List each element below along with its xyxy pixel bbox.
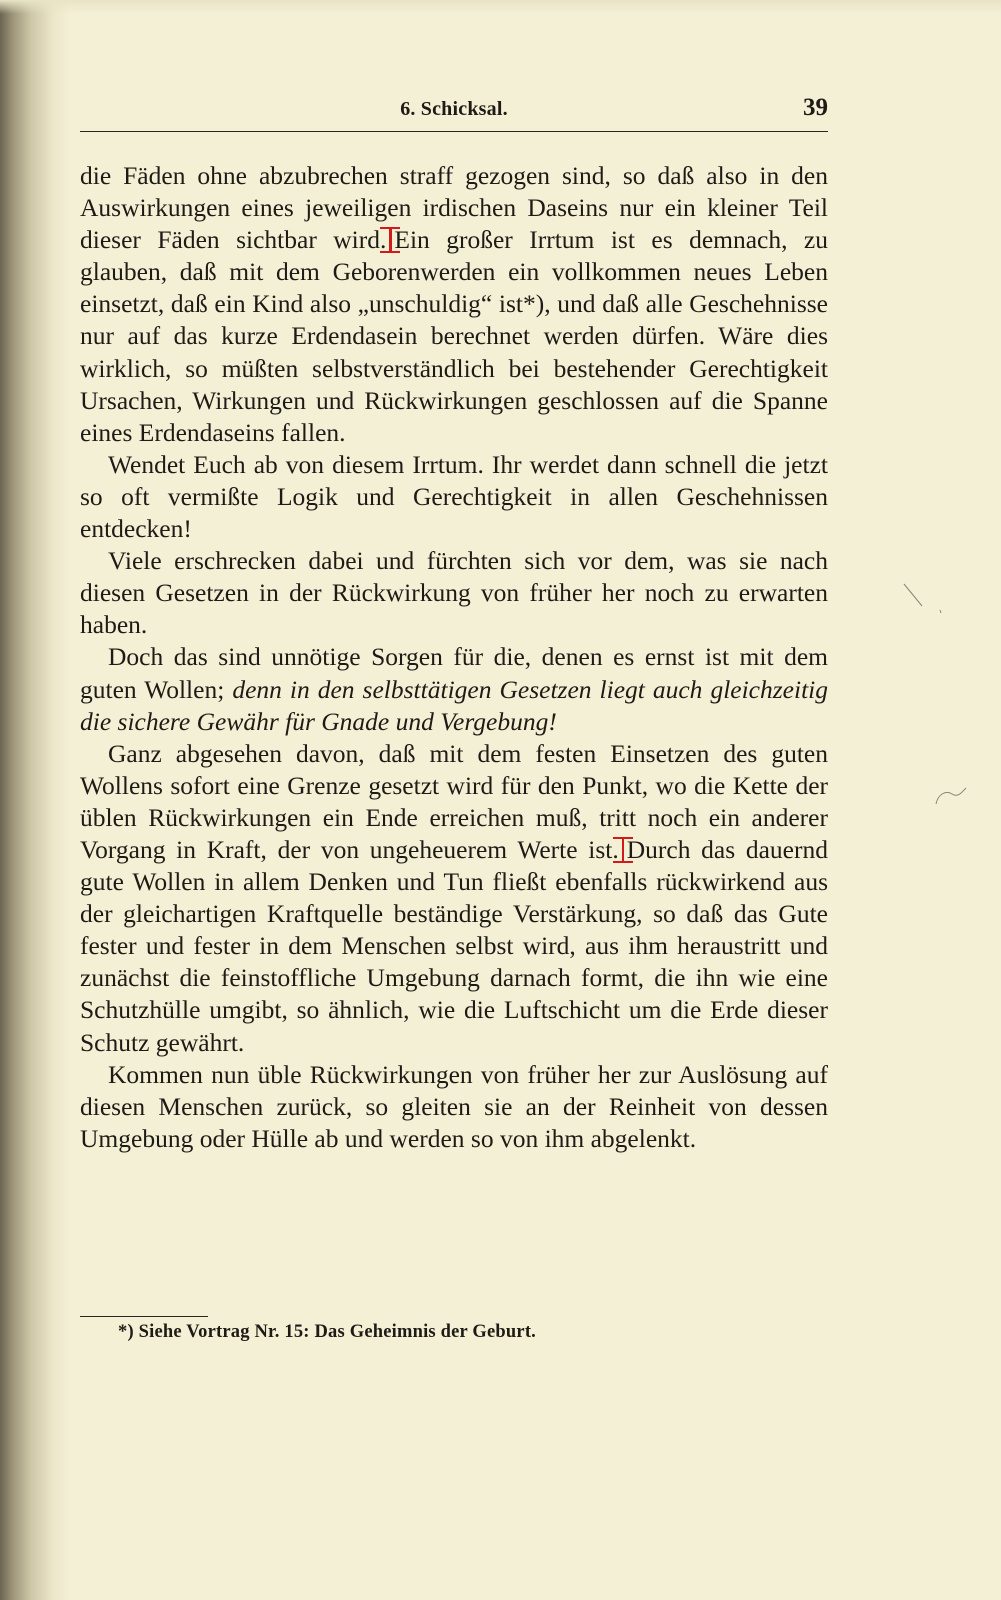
- text-cursor-marker: [388, 227, 392, 253]
- paragraph: [80, 738, 828, 1059]
- page-top-edge: [0, 0, 1001, 14]
- pencil-annotation: [900, 580, 980, 840]
- paragraph: [80, 160, 828, 449]
- running-header: [80, 94, 828, 128]
- text-run: Durch das dauernd gute Wollen in allem Denken und Tun fließt ebenfalls rückwirkend aus der gleichartigen Kraftquelle beständige Verstärkung, so daß das Gute fester und fester in dem Menschen selbst wird, aus ihm heraustritt und zunächst die feinstoffliche Umgebung darnach formt, die ihn wie eine Schutzhülle umgibt, so ähnlich, wie die Luftschicht um die Erde dieser Schutz gewährt.: [80, 834, 828, 1057]
- footnote: *) Siehe Vortrag Nr. 15: Das Geheimnis der Geburt.: [118, 1322, 537, 1342]
- page-number: 39: [803, 94, 828, 121]
- paragraph: [80, 641, 828, 737]
- book-spine-shadow: [0, 0, 70, 1600]
- chapter-title: 6. Schicksal.: [400, 98, 508, 120]
- emphasized-text: denn in den selbsttätigen Gesetzen liegt auch gleichzeitig die sichere Gewähr für Gnade und Vergebung!: [80, 674, 828, 736]
- text-run: Ein großer Irrtum ist es demnach, zu glauben, daß mit dem Geborenwerden ein vollkommen neues Leben einsetzt, daß ein Kind also „unschuldig“ ist*), und daß alle Geschehnisse nur auf das kurze Erdendasein berechnet werden dürfen. Wäre dies wirklich, so müßten selbstverständlich bei bestehender Gerechtigkeit Ursachen, Wirkungen und Rückwirkungen geschlossen auf die Spanne eines Erdendaseins fallen.: [80, 225, 828, 447]
- text-run: Kommen nun üble Rückwirkungen von früher her zur Auslösung auf diesen Menschen zurück, so gleiten sie an der Reinheit von dessen Umgebung oder Hülle ab und werden so von ihm abgelenkt.: [80, 1059, 828, 1153]
- footnote-divider: [80, 1316, 208, 1317]
- paragraph: [80, 545, 828, 641]
- text-run: Wendet Euch ab von diesem Irrtum. Ihr werdet dann schnell die jetzt so oft vermißte Logik und Gerechtigkeit in allen Geschehnissen entdecken!: [80, 449, 828, 544]
- paragraph: [80, 449, 828, 545]
- text-run: die Fäden ohne abzubrechen straff gezogen sind, so daß also in den Auswirkungen eines jeweiligen irdischen Daseins nur ein kleiner Teil dieser Fäden sichtbar wird.: [80, 161, 828, 255]
- text-run: Viele erschrecken dabei und fürchten sich vor dem, was sie nach diesen Gesetzen in der Rückwirkung von früher her noch zu erwarten haben.: [80, 546, 828, 640]
- paragraph: [80, 1059, 828, 1155]
- header-divider: [80, 131, 828, 132]
- text-run: Ganz abgesehen davon, daß mit dem festen Einsetzen des guten Wollens sofort eine Grenze gesetzt wird für den Punkt, wo die Kette der üblen Rückwirkungen ein Ende erreichen muß, tritt noch ein anderer Vorgang in Kraft, der von ungeheuerem Werte ist.: [80, 738, 828, 864]
- text-cursor-marker: [621, 837, 625, 863]
- text-run: Doch das sind unnötige Sorgen für die, denen es ernst ist mit dem guten Wollen;: [80, 642, 828, 704]
- body-text: [80, 160, 828, 1155]
